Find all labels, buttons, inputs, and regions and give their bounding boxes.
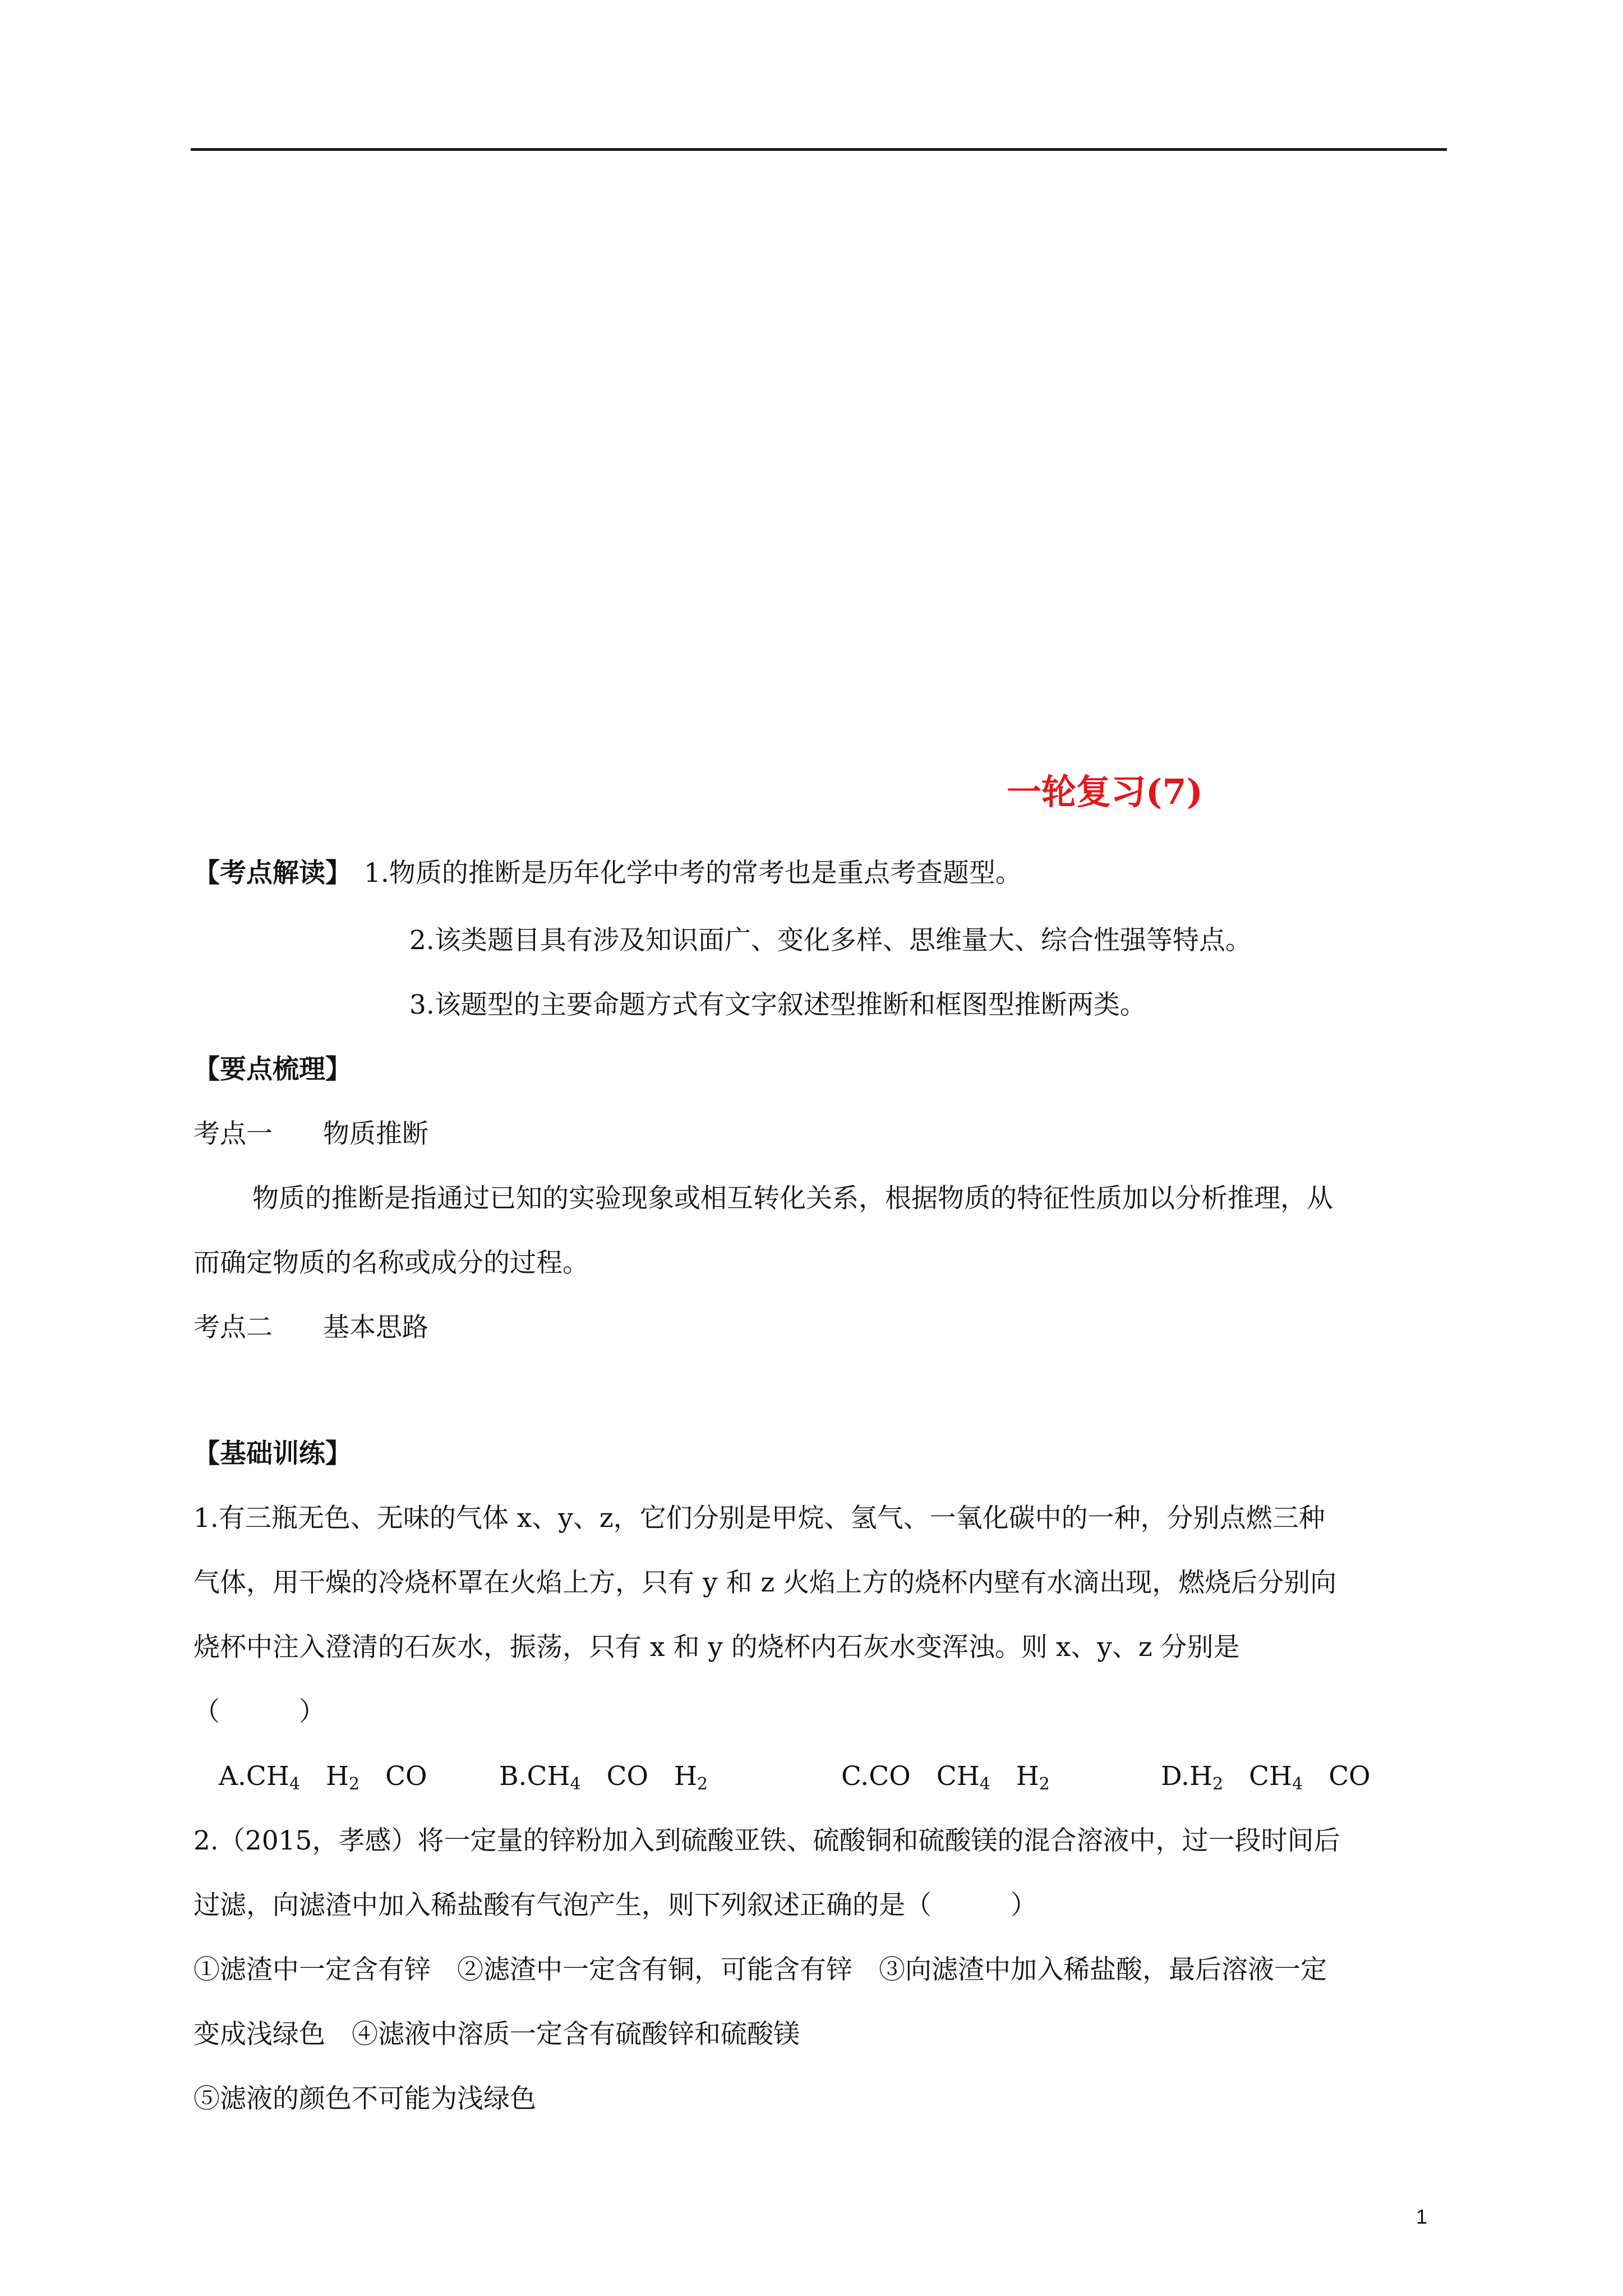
exam-point-item-2: 2.该类题目具有涉及知识面广、变化多样、思维量大、综合性强等特点。 <box>409 925 1252 956</box>
header-rule <box>191 148 1447 151</box>
q1-option-b-formula-1: $CH_4$ <box>527 1761 581 1794</box>
q1-option-a-formula-3: CO <box>385 1761 427 1792</box>
q1-option-c-formula-2: $CH_4$ <box>936 1761 990 1794</box>
q1-option-c <box>841 1760 1050 1793</box>
exam-point-item-3: 3.该题型的主要命题方式有文字叙述型推断和框图型推断两类。 <box>409 990 1146 1020</box>
q1-line-1: 1.有三瓶无色、无味的气体 x、y、z，它们分别是甲烷、氢气、一氧化碳中的一种，分别点燃三种 <box>193 1503 1325 1534</box>
q1-line-3: 烧杯中注入澄清的石灰水，振荡，只有 x 和 y 的烧杯内石灰水变浑浊。则 x、y、z 分别是 <box>193 1632 1240 1663</box>
q1-option-c-formula-3: $H_2$ <box>1016 1761 1050 1794</box>
q1-option-b-formula-2: CO <box>606 1761 649 1792</box>
q1-option-b-letter: B. <box>499 1761 527 1792</box>
point1-paragraph-line-2: 而确定物质的名称或成分的过程。 <box>193 1248 589 1278</box>
q2-line-2: 过滤，向滤渣中加入稀盐酸有气泡产生，则下列叙述正确的是（ ） <box>193 1890 1037 1921</box>
page-title: 一轮复习(7) <box>1007 771 1203 812</box>
q1-option-a <box>219 1760 427 1793</box>
point2-title: 基本思路 <box>323 1312 428 1343</box>
exam-points-label: 【考点解读】 <box>193 858 352 889</box>
q1-answer-bracket: （ ） <box>193 1696 325 1727</box>
q1-option-a-formula-1: $CH_4$ <box>246 1761 300 1794</box>
q1-option-a-letter: A. <box>219 1761 246 1792</box>
q1-option-d-formula-3: CO <box>1329 1761 1371 1792</box>
point1-heading <box>193 1117 428 1151</box>
point2-name: 考点二 <box>193 1312 273 1343</box>
page-number: 1 <box>1416 2205 1428 2228</box>
q1-option-b-formula-3: $H_2$ <box>674 1761 708 1794</box>
q1-option-b <box>499 1760 708 1793</box>
q1-option-d <box>1161 1760 1371 1793</box>
point1-paragraph-line-1: 物质的推断是指通过已知的实验现象或相互转化关系，根据物质的特征性质加以分析推理，从 <box>252 1183 1333 1214</box>
q1-option-a-formula-2: $H_2$ <box>325 1761 360 1794</box>
q1-option-d-formula-2: $CH_4$ <box>1249 1761 1303 1794</box>
exam-point-item-1: 1.物质的推断是历年化学中考的常考也是重点考查题型。 <box>364 858 1022 889</box>
q1-option-d-letter: D. <box>1161 1761 1189 1792</box>
q2-line-4: 变成浅绿色 ④滤液中溶质一定含有硫酸锌和硫酸镁 <box>193 2019 800 2050</box>
q1-option-d-formula-1: $H_2$ <box>1189 1761 1224 1794</box>
q1-line-2: 气体，用干燥的冷烧杯罩在火焰上方，只有 y 和 z 火焰上方的烧杯内壁有水滴出现，燃烧后分别向 <box>193 1567 1337 1598</box>
point1-name: 考点一 <box>193 1119 273 1149</box>
q2-line-1: 2.（2015，孝感）将一定量的锌粉加入到硫酸亚铁、硫酸铜和硫酸镁的混合溶液中，过一段时间后 <box>193 1825 1340 1856</box>
q2-line-5: ⑤滤液的颜色不可能为浅绿色 <box>193 2083 536 2114</box>
q2-line-3: ①滤渣中一定含有锌 ②滤渣中一定含有铜，可能含有锌 ③向滤渣中加入稀盐酸，最后溶液一定 <box>193 1954 1327 1985</box>
point2-heading <box>193 1311 428 1345</box>
point1-title: 物质推断 <box>323 1119 428 1149</box>
q1-option-c-letter: C. <box>841 1761 869 1792</box>
key-points-label: 【要点梳理】 <box>193 1054 352 1085</box>
exam-points-line-1 <box>193 857 1022 890</box>
training-label: 【基础训练】 <box>193 1438 352 1469</box>
q1-option-c-formula-1: CO <box>869 1761 911 1792</box>
